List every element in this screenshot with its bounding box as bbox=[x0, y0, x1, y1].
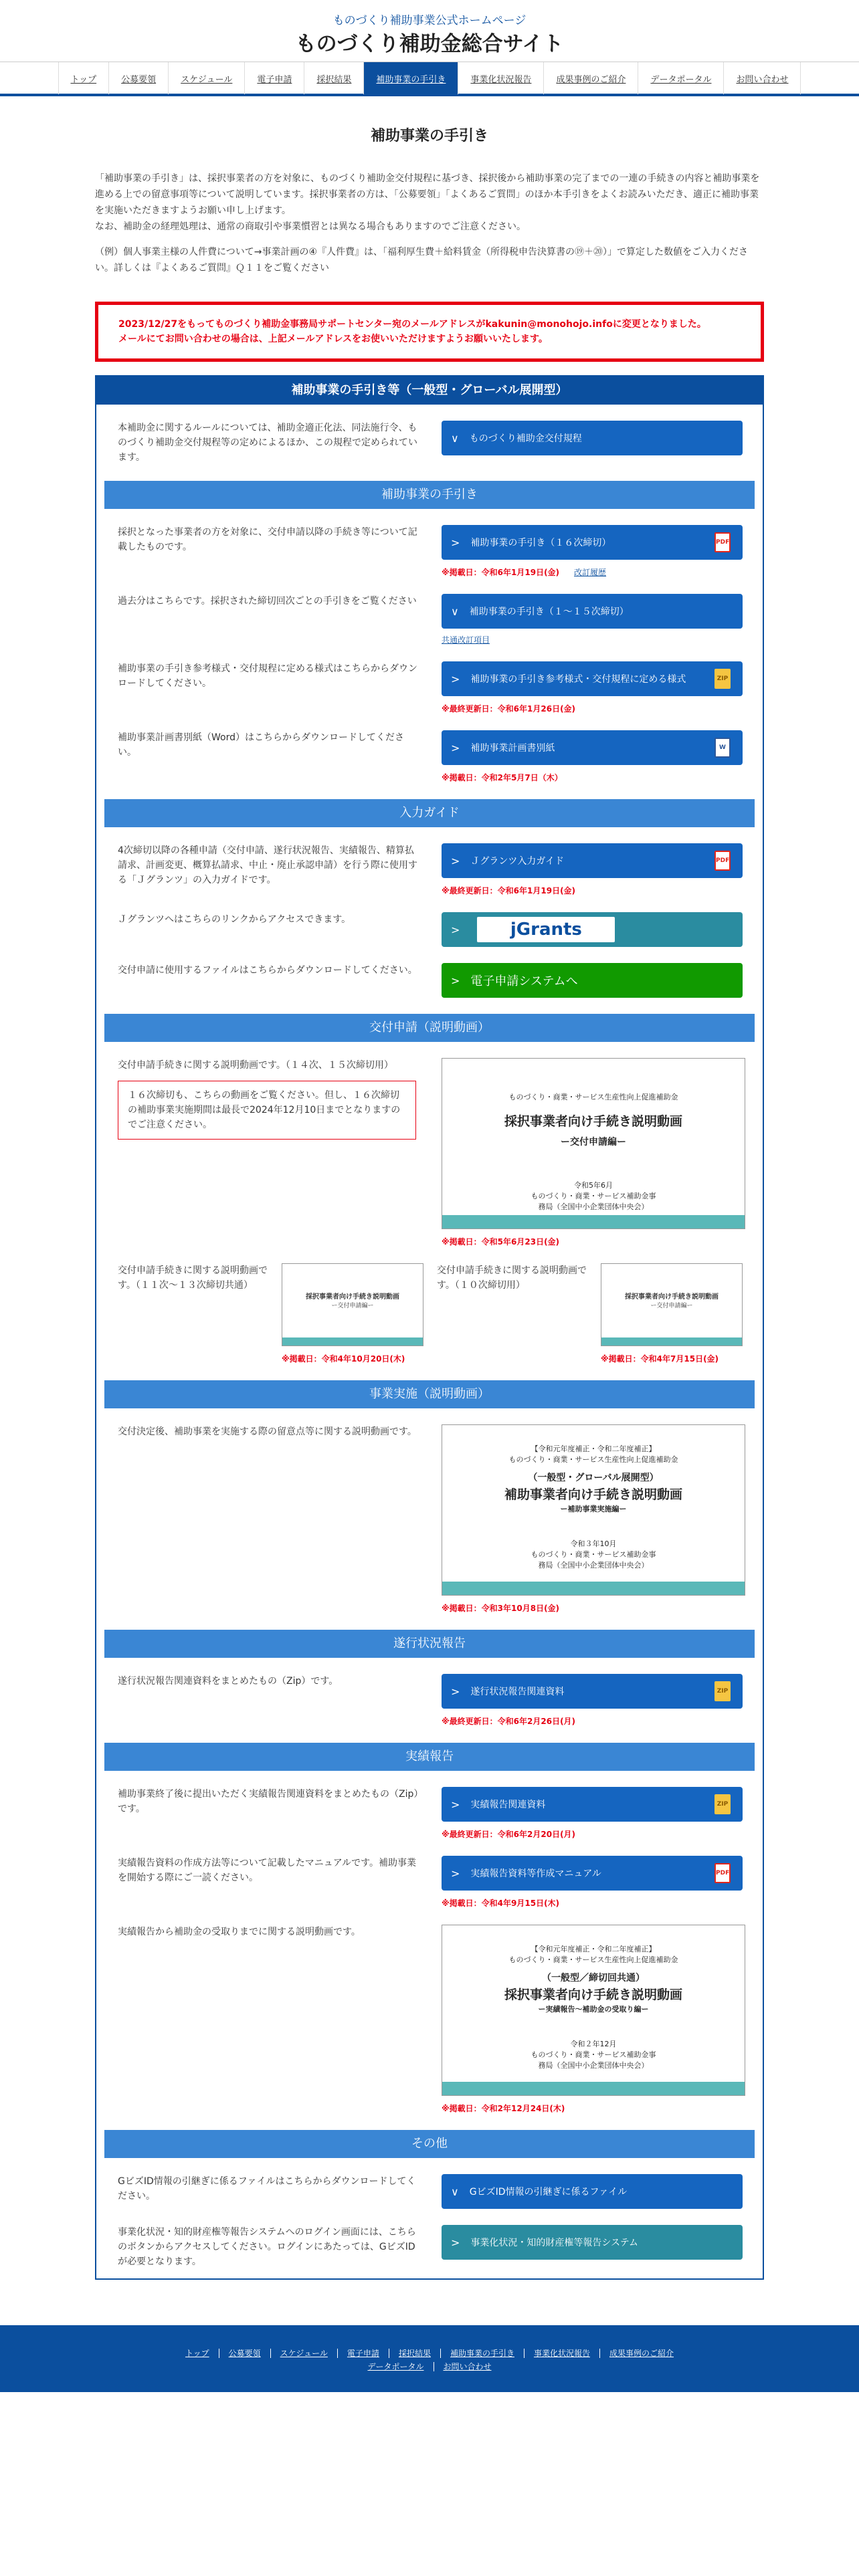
report-manual-button[interactable] bbox=[442, 1856, 743, 1891]
nav-item-case-studies[interactable]: 成果事例のご紹介 bbox=[543, 62, 638, 94]
button-label: 補助事業の手引き参考様式・交付規程に定める様式 bbox=[470, 674, 686, 685]
zip-icon: ZIP bbox=[714, 1681, 731, 1701]
chevron-right-icon: > bbox=[451, 1685, 460, 1698]
row-text: Ｊグランツへはこちらのリンクからアクセスできます。 bbox=[118, 914, 351, 925]
posted-date: ※掲載日：令和2年5月7日（木） bbox=[442, 773, 563, 782]
business-report-system-button[interactable] bbox=[442, 2225, 743, 2260]
posted-date: ※掲載日：令和6年1月19日(金) bbox=[442, 568, 560, 577]
button-label: 電子申請システムへ bbox=[470, 974, 578, 988]
section-title-other: その他 bbox=[104, 2130, 755, 2158]
jgrants-guide-button[interactable] bbox=[442, 843, 743, 878]
list-item bbox=[104, 645, 755, 714]
nav-item-data-portal[interactable]: データポータル bbox=[638, 62, 723, 94]
list-item bbox=[104, 1840, 755, 1909]
site-subtitle: ものづくり補助事業公式ホームページ bbox=[332, 14, 527, 27]
jgrants-link-button[interactable] bbox=[442, 912, 743, 947]
row-text: 交付申請手続きに関する説明動画です。（１４次、１５次締切用） bbox=[118, 1060, 393, 1071]
thumb-title: 採択事業者向け手続き説明動画 bbox=[306, 1293, 399, 1301]
panel-title: 補助事業の手引き等（一般型・グローバル展開型） bbox=[96, 377, 763, 405]
intro-paragraph: 「補助事業の手引き」は、採択事業者の方を対象に、ものづくり補助金交付規程に基づき、採択後から補助事業の完了までの一連の手続きの内容と補助事業を進める上での留意事項等について説明しています。採択事業者の方は、「公募要領」「よくあるご質問」のほか本手引きをよくお読みいただき、適正に補助事業を実施いただきますようお願い申し上げます。 bbox=[95, 173, 760, 216]
chevron-right-icon: > bbox=[451, 672, 460, 685]
thumb-org: ものづくり・商業・サービス補助金事務局（全国中小企業団体中央会） bbox=[531, 2050, 656, 2070]
handbook-past-button[interactable] bbox=[442, 594, 743, 629]
rule-row bbox=[104, 405, 755, 465]
row-text: 4次締切以降の各種申請（交付申請、遂行状況報告、実績報告、精算払請求、計画変更、概算払請求、中止・廃止承認申請）を行う際に使用する「Ｊグランツ」の入力ガイドです。 bbox=[118, 845, 417, 885]
button-label: 補助事業計画書別紙 bbox=[470, 743, 555, 754]
handbook-16-button[interactable] bbox=[442, 525, 743, 560]
row-text: 過去分はこちらです。採択された締切回次ごとの手引きをご覧ください bbox=[118, 596, 417, 607]
site-title[interactable]: ものづくり補助金総合サイト bbox=[295, 32, 564, 56]
list-item bbox=[104, 1247, 755, 1364]
footer-link-top[interactable]: トップ bbox=[185, 2349, 209, 2358]
word-icon: W bbox=[714, 738, 731, 758]
video-thumbnail[interactable] bbox=[442, 1058, 745, 1229]
updated-date: ※最終更新日：令和6年2月20日(月) bbox=[442, 1830, 576, 1839]
chevron-right-icon: > bbox=[451, 1798, 460, 1811]
chevron-right-icon: > bbox=[451, 1866, 460, 1880]
section-title-progress-report: 遂行状況報告 bbox=[104, 1630, 755, 1658]
row-text: 交付申請手続きに関する説明動画です。（１１次〜１３次締切共通） bbox=[118, 1265, 268, 1291]
thumb-title: 採択事業者向け手続き説明動画 bbox=[504, 1114, 682, 1129]
row-text: 交付決定後、補助事業を実施する際の留意点等に関する説明動画です。 bbox=[118, 1426, 417, 1437]
zip-icon: ZIP bbox=[714, 669, 731, 689]
intro bbox=[95, 171, 764, 276]
thumb-subtitle: ー交付申請編ー bbox=[650, 1303, 693, 1309]
page-title: 補助事業の手引き bbox=[370, 128, 488, 144]
row-text: 実績報告資料の作成方法等について記載したマニュアルです。補助事業を開始する際にご一読ください。 bbox=[118, 1858, 417, 1883]
row-text: 事業化状況・知的財産権等報告システムへのログイン画面には、こちらのボタンからアクセスしてください。ログインにあたっては、GビズIDが必要となります。 bbox=[118, 2227, 416, 2267]
video-thumbnail[interactable] bbox=[442, 1424, 745, 1596]
footer-link-guidelines[interactable]: 公募要領 bbox=[219, 2349, 270, 2358]
jgrants-logo: jGrants bbox=[477, 917, 615, 942]
thumb-subtitle: ー交付申請編ー bbox=[331, 1303, 374, 1309]
thumb-title: 採択事業者向け手続き説明動画 bbox=[504, 1988, 682, 2002]
caution-box: １６次締切も、こちらの動画をご覧ください。但し、１６次締切の補助事業実施期間は最長で2024年12月10日までとなりますのでご注意ください。 bbox=[118, 1081, 416, 1140]
footer-link-business-report[interactable]: 事業化状況報告 bbox=[524, 2349, 599, 2358]
thumb-date: 令和３年10月 bbox=[570, 1539, 617, 1548]
chevron-right-icon: > bbox=[451, 536, 460, 549]
chevron-down-icon: ∨ bbox=[451, 2185, 459, 2198]
section-title-project-video: 事業実施（説明動画） bbox=[104, 1380, 755, 1408]
chevron-right-icon: > bbox=[451, 741, 460, 754]
button-label: 実績報告資料等作成マニュアル bbox=[470, 1868, 601, 1879]
list-item bbox=[104, 896, 755, 947]
subsidy-rules-label: ものづくり補助金交付規程 bbox=[469, 433, 582, 444]
global-nav bbox=[0, 62, 859, 96]
footer-link-e-application[interactable]: 電子申請 bbox=[337, 2349, 389, 2358]
chevron-right-icon: > bbox=[451, 923, 460, 936]
pdf-icon: PDF bbox=[714, 1863, 731, 1883]
row-text: 交付申請手続きに関する説明動画です。（１０次締切用） bbox=[437, 1265, 587, 1291]
posted-date: ※掲載日：令和4年10月20日(木) bbox=[282, 1354, 405, 1364]
list-item bbox=[104, 578, 755, 645]
list-item bbox=[104, 2209, 755, 2269]
posted-date: ※掲載日：令和2年12月24日(木) bbox=[442, 2104, 565, 2113]
footer-link-results[interactable]: 採択結果 bbox=[389, 2349, 440, 2358]
button-label: GビズID情報の引継ぎに係るファイル bbox=[469, 2187, 628, 2197]
email-change-notice bbox=[95, 302, 764, 362]
intro-note: なお、補助金の経理処理は、通常の商取引や事業慣習とは異なる場合もありますのでご注意ください。 bbox=[95, 221, 526, 232]
list-item bbox=[104, 1658, 755, 1727]
handbook-panel bbox=[95, 375, 764, 2280]
nav-item-guidelines[interactable]: 公募要領 bbox=[108, 62, 168, 94]
chevron-down-icon: ∨ bbox=[451, 605, 459, 618]
video-thumbnail[interactable] bbox=[282, 1263, 423, 1346]
footer-link-contact[interactable]: お問い合わせ bbox=[434, 2362, 501, 2371]
reference-forms-button[interactable] bbox=[442, 661, 743, 696]
nav-item-handbook[interactable]: 補助事業の手引き bbox=[363, 62, 458, 94]
nav-item-top[interactable]: トップ bbox=[58, 62, 109, 94]
thumb-org-line: ものづくり・商業・サービス生産性向上促進補助金 bbox=[508, 1093, 678, 1101]
nav-item-e-application[interactable]: 電子申請 bbox=[244, 62, 304, 94]
list-item bbox=[104, 1771, 755, 1840]
row-text: 補助事業の手引き参考様式・交付規程に定める様式はこちらからダウンロードしてください。 bbox=[118, 663, 417, 689]
button-label: 遂行状況報告関連資料 bbox=[470, 1687, 565, 1697]
thumb-org: ものづくり・商業・サービス補助金事務局（全国中小企業団体中央会） bbox=[531, 1192, 656, 1211]
row-text: 遂行状況報告関連資料をまとめたもの（Zip）です。 bbox=[118, 1676, 339, 1687]
list-item bbox=[104, 2158, 755, 2209]
posted-date: ※掲載日：令和5年6月23日(金) bbox=[442, 1237, 560, 1247]
thumb-date: 令和２年12月 bbox=[570, 2040, 617, 2048]
progress-report-materials-button[interactable] bbox=[442, 1674, 743, 1709]
e-application-system-button[interactable] bbox=[442, 963, 743, 998]
footer-nav bbox=[0, 2325, 859, 2392]
list-item bbox=[104, 509, 755, 578]
common-revisions-link[interactable]: 共通改訂項目 bbox=[442, 635, 490, 645]
thumb-line: 【令和元年度補正・令和二年度補正】 bbox=[531, 1945, 656, 1953]
row-text: 補助事業計画書別紙（Word）はこちらからダウンロードしてください。 bbox=[118, 732, 404, 758]
row-text: 採択となった事業者の方を対象に、交付申請以降の手続き等について記載したものです。 bbox=[118, 527, 417, 552]
pdf-icon: PDF bbox=[714, 532, 731, 552]
posted-date: ※掲載日：令和4年9月15日(木) bbox=[442, 1899, 560, 1908]
nav-item-schedule[interactable]: スケジュール bbox=[168, 62, 244, 94]
list-item bbox=[104, 947, 755, 998]
video-thumbnail[interactable] bbox=[601, 1263, 743, 1346]
thumb-kind: （一般型／締切回共通） bbox=[542, 1973, 645, 1983]
nav-item-results[interactable]: 採択結果 bbox=[304, 62, 363, 94]
section-title-handbook: 補助事業の手引き bbox=[104, 481, 755, 509]
chevron-right-icon: > bbox=[451, 854, 460, 867]
thumb-subtitle: ー補助事業実施編ー bbox=[560, 1505, 627, 1513]
list-item bbox=[104, 1909, 755, 2114]
nav-item-business-report[interactable]: 事業化状況報告 bbox=[458, 62, 543, 94]
gbizid-transfer-button[interactable] bbox=[442, 2174, 743, 2209]
notice-line-1: 2023/12/27をもってものづくり補助金事務局サポートセンター宛のメールアドレスがkakunin@monohojo.infoに変更となりました。 bbox=[118, 319, 706, 330]
performance-report-materials-button[interactable] bbox=[442, 1787, 743, 1822]
section-title-grant-application-video: 交付申請（説明動画） bbox=[104, 1014, 755, 1042]
row-text: 実績報告から補助金の受取りまでに関する説明動画です。 bbox=[118, 1927, 361, 1937]
thumb-org: ものづくり・商業・サービス補助金事務局（全国中小企業団体中央会） bbox=[531, 1550, 656, 1570]
list-item bbox=[104, 714, 755, 783]
video-thumbnail[interactable] bbox=[442, 1925, 745, 2096]
footer-link-data-portal[interactable]: データポータル bbox=[367, 2362, 424, 2371]
nav-item-contact[interactable]: お問い合わせ bbox=[723, 62, 801, 94]
list-item bbox=[104, 1042, 755, 1247]
chevron-right-icon: > bbox=[451, 2236, 460, 2249]
business-plan-attachment-button[interactable] bbox=[442, 730, 743, 765]
pdf-icon: PDF bbox=[714, 851, 731, 871]
updated-date: ※最終更新日：令和6年1月19日(金) bbox=[442, 886, 576, 895]
footer-link-case-studies[interactable]: 成果事例のご紹介 bbox=[599, 2349, 683, 2358]
revision-history-link[interactable]: 改訂履歴 bbox=[574, 568, 607, 577]
notice-line-2: メールにてお問い合わせの場合は、上記メールアドレスをお使いいただけますようお願いいたします。 bbox=[118, 334, 548, 344]
thumb-subtitle: ー交付申請編ー bbox=[561, 1137, 626, 1148]
button-label: 実績報告関連資料 bbox=[470, 1800, 546, 1810]
row-text: GビズID情報の引継ぎに係るファイルはこちらからダウンロードしてください。 bbox=[118, 2176, 416, 2202]
thumb-line: 【令和元年度補正・令和二年度補正】 bbox=[531, 1444, 656, 1453]
posted-date: ※掲載日：令和4年7月15日(金) bbox=[601, 1354, 719, 1364]
intro-example: （例）個人事業主様の人件費について→事業計画の④『人件費』は、「福利厚生費＋給料賃金（所得税申告決算書の⑲＋⑳）」で算定した数値をご入力ください。詳しくは『よくあるご質問』Ｑ１１をご覧ください bbox=[95, 247, 748, 274]
footer-link-handbook[interactable]: 補助事業の手引き bbox=[440, 2349, 524, 2358]
row-text: 補助事業終了後に提出いただく実績報告関連資料をまとめたもの（Zip）です。 bbox=[118, 1789, 419, 1814]
thumb-title: 採択事業者向け手続き説明動画 bbox=[625, 1293, 719, 1301]
list-item bbox=[104, 1408, 755, 1614]
rule-text: 本補助金に関するルールについては、補助金適正化法、同法施行令、ものづくり補助金交付規程等の定めによるほか、この規程で定められています。 bbox=[118, 423, 417, 463]
thumb-line: ものづくり・商業・サービス生産性向上促進補助金 bbox=[508, 1455, 678, 1464]
thumb-date: 令和5年6月 bbox=[574, 1181, 613, 1190]
button-label: Ｊグランツ入力ガイド bbox=[470, 856, 564, 867]
section-title-input-guide: 入力ガイド bbox=[104, 799, 755, 827]
thumb-line: ものづくり・商業・サービス生産性向上促進補助金 bbox=[508, 1955, 678, 1964]
row-text: 交付申請に使用するファイルはこちらからダウンロードしてください。 bbox=[118, 965, 417, 976]
thumb-kind: （一般型・グローバル展開型） bbox=[528, 1473, 659, 1483]
posted-date: ※掲載日：令和3年10月8日(金) bbox=[442, 1604, 560, 1613]
updated-date: ※最終更新日：令和6年1月26日(金) bbox=[442, 704, 576, 714]
site-header bbox=[0, 0, 859, 62]
zip-icon: ZIP bbox=[714, 1794, 731, 1814]
updated-date: ※最終更新日：令和6年2月26日(月) bbox=[442, 1717, 576, 1726]
button-label: 補助事業の手引き（１６次締切） bbox=[470, 538, 611, 548]
section-title-performance-report: 実績報告 bbox=[104, 1743, 755, 1771]
thumb-subtitle: ー実績報告〜補助金の受取り編ー bbox=[538, 2005, 649, 2014]
footer-link-schedule[interactable]: スケジュール bbox=[270, 2349, 337, 2358]
thumb-title: 補助事業者向け手続き説明動画 bbox=[504, 1487, 682, 1502]
subsidy-rules-button[interactable] bbox=[442, 421, 743, 455]
chevron-right-icon: > bbox=[451, 974, 460, 987]
list-item bbox=[104, 827, 755, 896]
chevron-down-icon: ∨ bbox=[451, 431, 459, 445]
button-label: 補助事業の手引き（１〜１５次締切） bbox=[469, 607, 629, 617]
button-label: 事業化状況・知的財産権等報告システム bbox=[470, 2238, 639, 2248]
